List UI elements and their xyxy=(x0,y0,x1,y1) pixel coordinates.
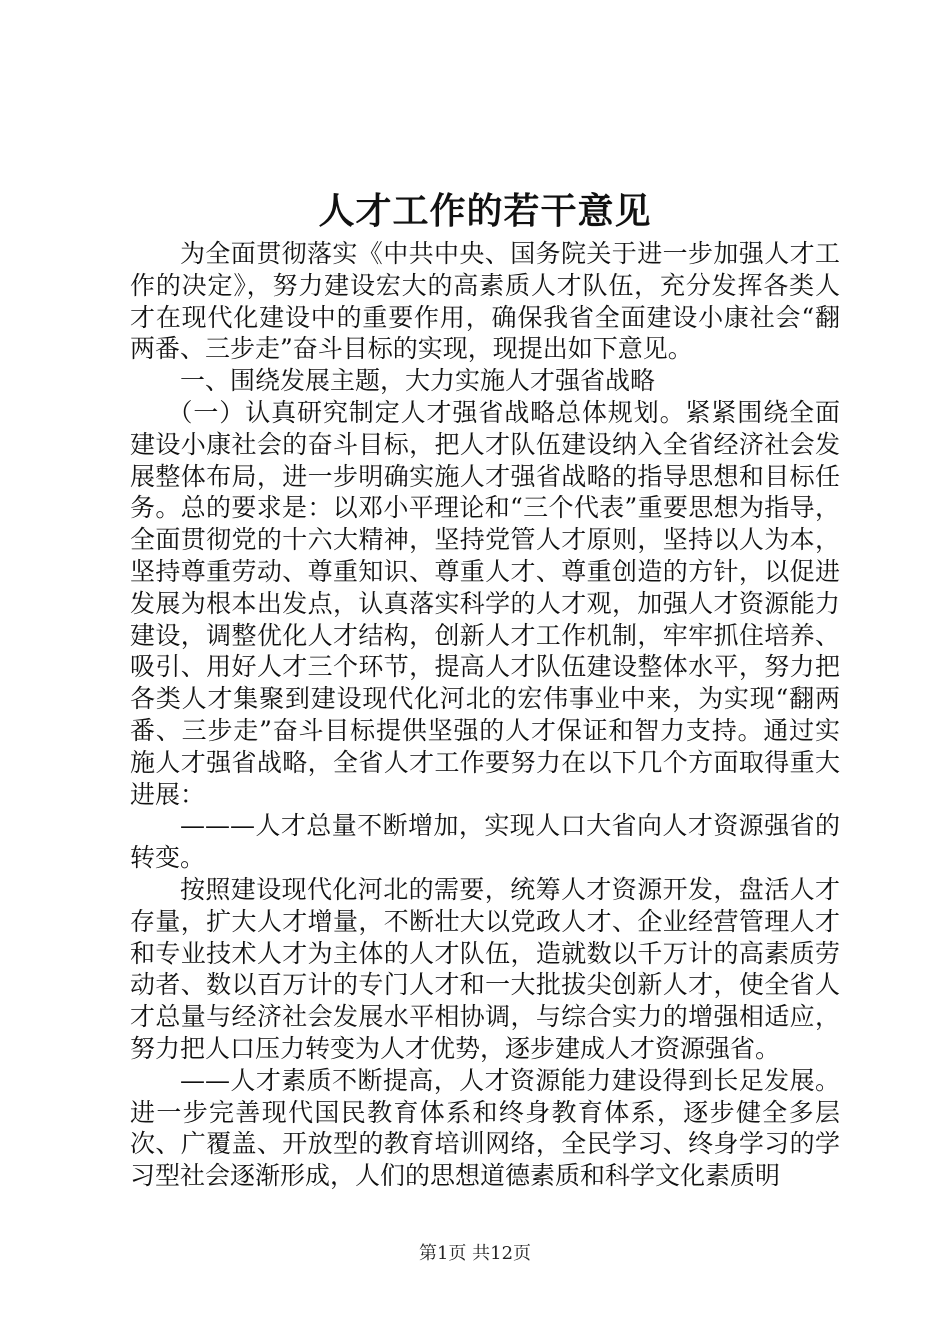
intro-paragraph: 为全面贯彻落实《中共中央、国务院关于进一步加强人才工作的决定》，努力建设宏大的高素质人才队伍，充分发挥各类人才在现代化建设中的重要作用，确保我省全面建设小康社会“翻两番、三步走”奋斗目标的实现，现提出如下意见。 xyxy=(130,239,840,364)
subsection-paragraph-1: （一）认真研究制定人才强省战略总体规划。紧紧围绕全面建设小康社会的奋斗目标，把人才队伍建设纳入全省经济社会发展整体布局，进一步明确实施人才强省战略的指导思想和目标任务。总的要求是：以邓小平理论和“三个代表”重要思想为指导，全面贯彻党的十六大精神，坚持党管人才原则，坚持以人为本，坚持尊重劳动、尊重知识、尊重人才、尊重创造的方针，以促进发展为根本出发点，认真落实科学的人才观，加强人才资源能力建设，调整优化人才结构，创新人才工作机制，牢牢抓住培养、吸引、用好人才三个环节，提高人才队伍建设整体水平，努力把各类人才集聚到建设现代化河北的宏伟事业中来，为实现“翻两番、三步走”奋斗目标提供坚强的人才保证和智力支持。通过实施人才强省战略，全省人才工作要努力在以下几个方面取得重大进展： xyxy=(130,397,840,809)
goal-item-1-detail: 按照建设现代化河北的需要，统筹人才资源开发，盘活人才存量，扩大人才增量，不断壮大以党政人才、企业经营管理人才和专业技术人才为主体的人才队伍，造就数以千万计的高素质劳动者、数以百万计的专门人才和一大批拔尖创新人才，使全省人才总量与经济社会发展水平相协调，与综合实力的增强相适应，努力把人口压力转变为人才优势，逐步建成人才资源强省。 xyxy=(130,874,840,1063)
document-page xyxy=(130,0,840,1344)
page-footer: 第1页 共12页 xyxy=(418,1243,532,1264)
document-body xyxy=(130,238,840,1192)
document-title: 人才工作的若干意见 xyxy=(318,190,652,232)
goal-item-1: ———人才总量不断增加，实现人口大省向人才资源强省的转变。 xyxy=(130,811,840,873)
section-heading-1: 一、围绕发展主题，大力实施人才强省战略 xyxy=(180,366,656,396)
goal-item-2: ——人才素质不断提高，人才资源能力建设得到长足发展。进一步完善现代国民教育体系和终身教育体系，逐步健全多层次、广覆盖、开放型的教育培训网络，全民学习、终身学习的学习型社会逐渐形成，人们的思想道德素质和科学文化素质明 xyxy=(130,1065,840,1191)
